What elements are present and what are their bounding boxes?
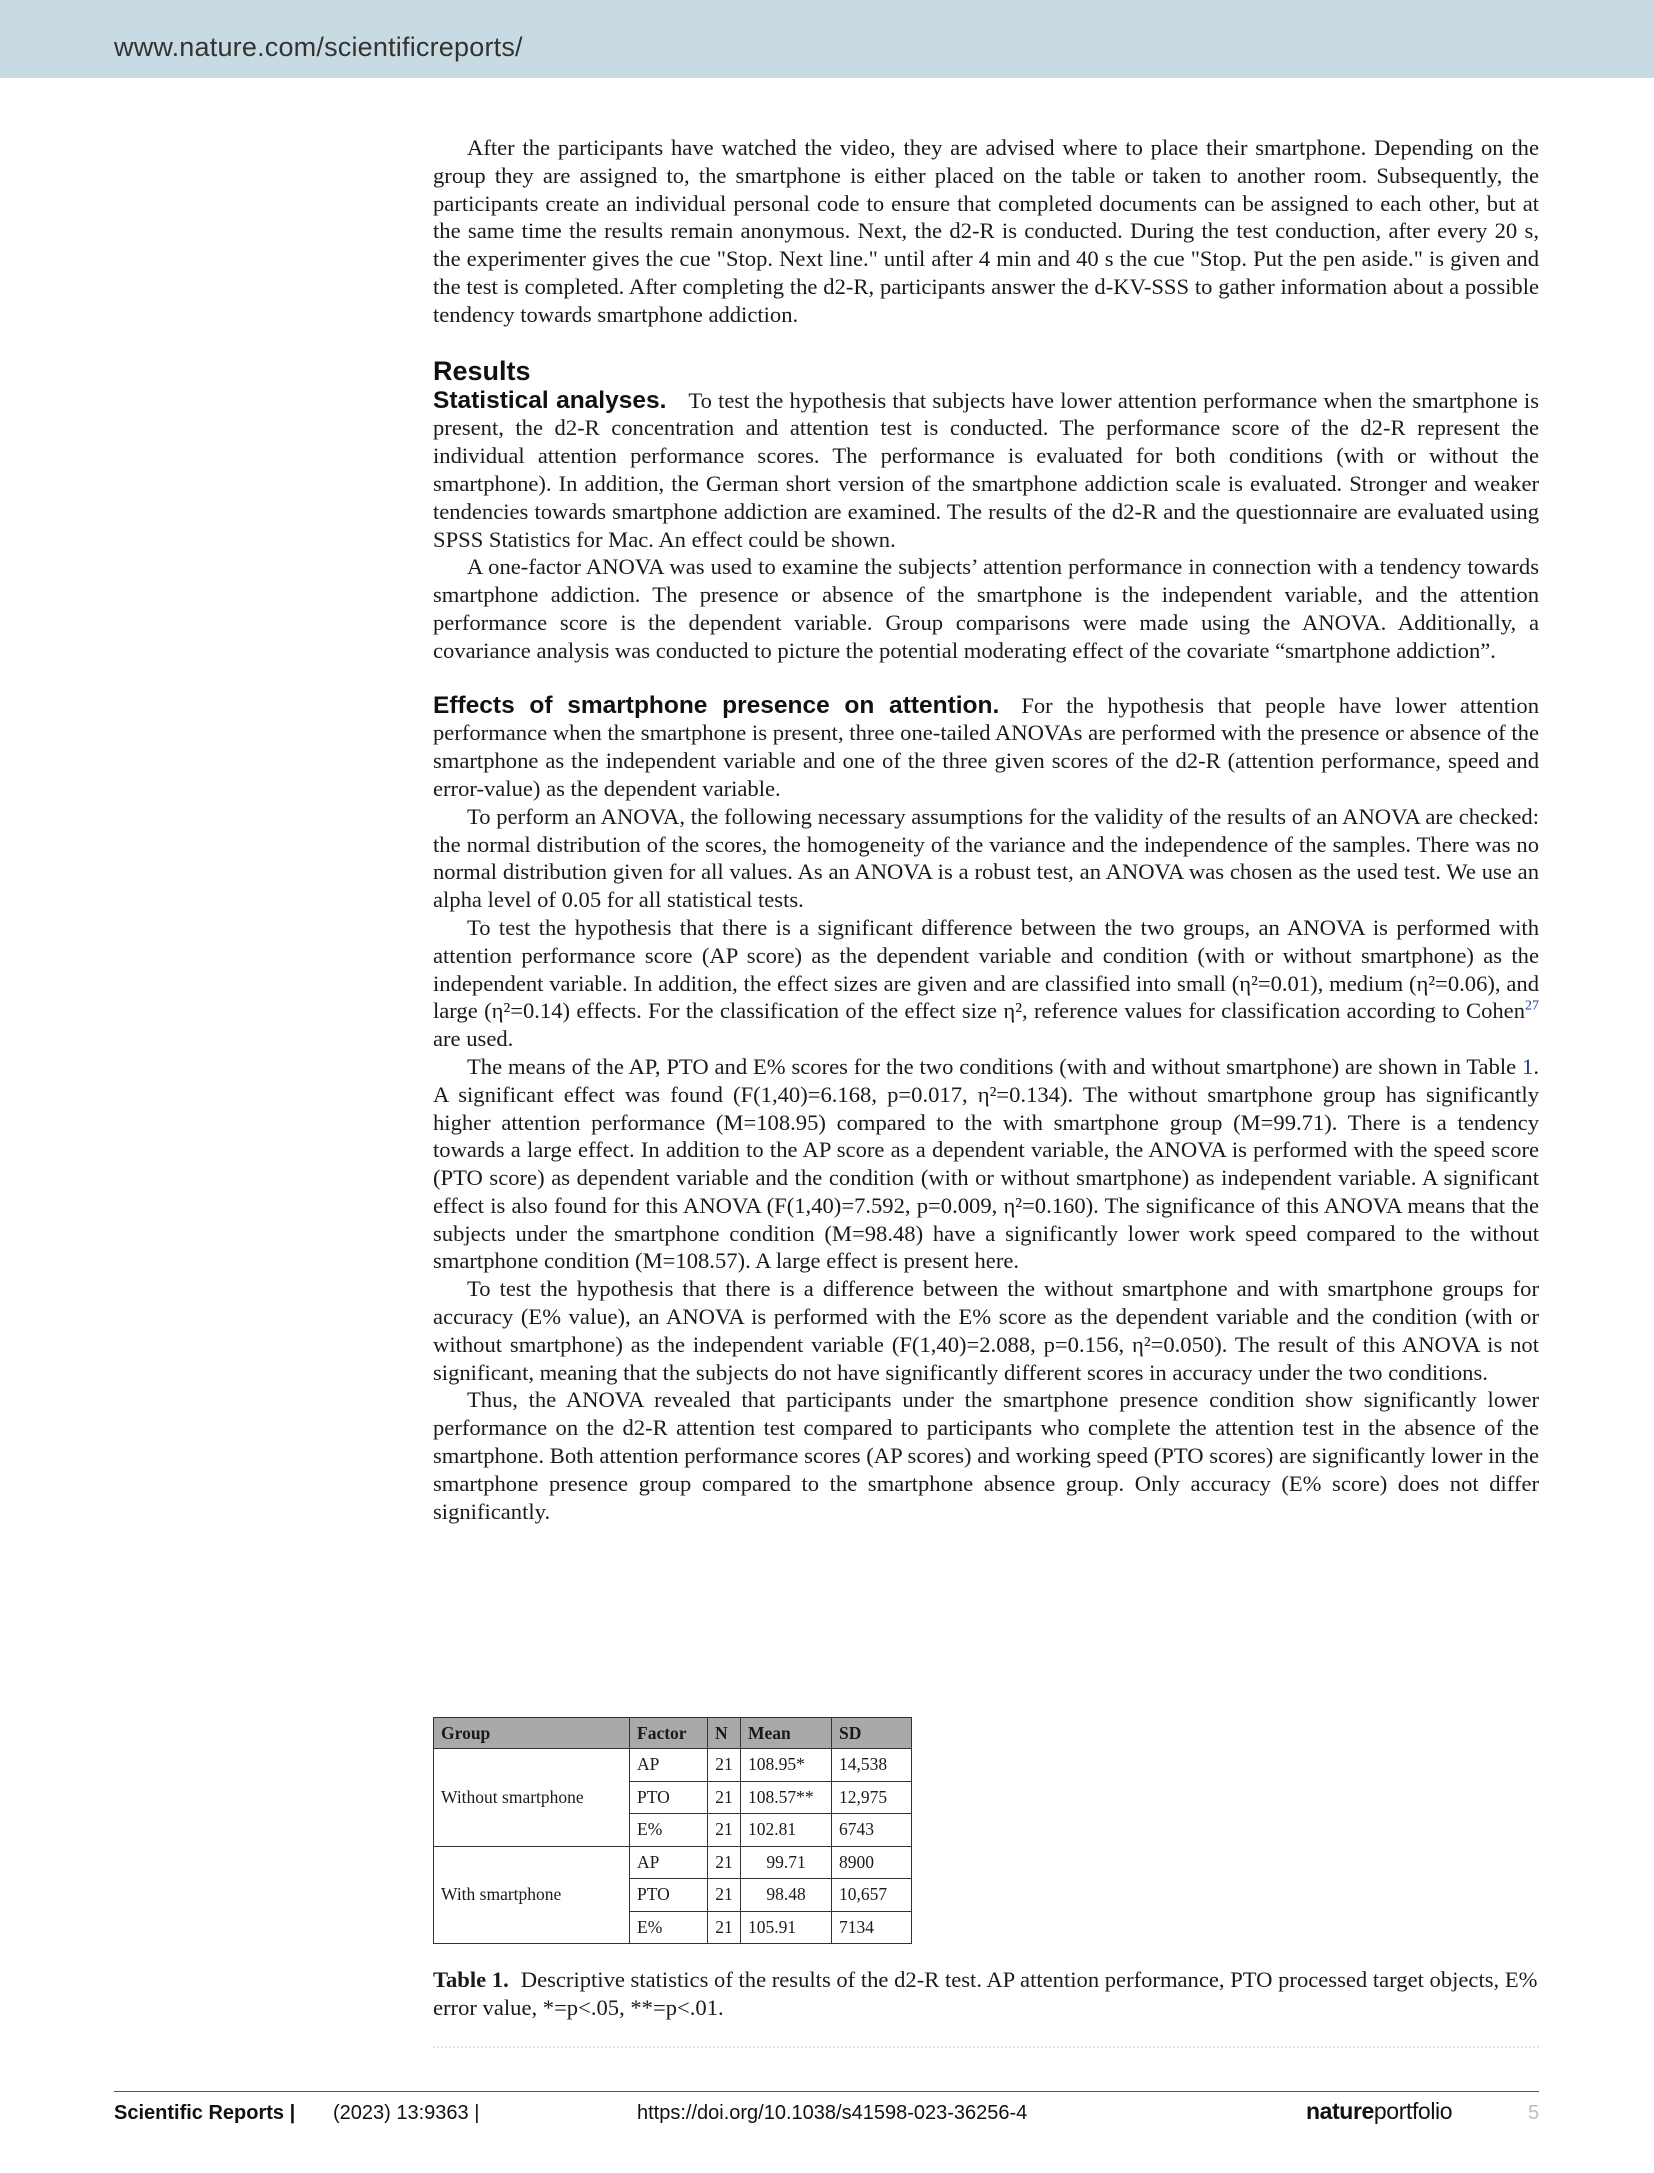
article-body — [433, 134, 1539, 1525]
footer-doi-link[interactable]: https://doi.org/10.1038/s41598-023-36256-4 — [637, 2102, 1028, 2124]
mean-cell: 99.71 — [741, 1846, 832, 1879]
n-cell: 21 — [708, 1749, 741, 1782]
n-cell: 21 — [708, 1781, 741, 1814]
header-group: Group — [434, 1718, 630, 1749]
header-factor: Factor — [630, 1718, 708, 1749]
sd-cell: 7134 — [832, 1911, 912, 1944]
table-caption-text: Descriptive statistics of the results of the d2-R test. AP attention performance, PTO processed target objects, E% error value, *=p<.05, **=p<.01. — [433, 1967, 1538, 2020]
n-cell: 21 — [708, 1879, 741, 1912]
effects-paragraph-6: Thus, the ANOVA revealed that participants under the smartphone presence condition show significantly lower performance on the d2-R attention test compared to participants who complete the attention test in the absence of the smartphone. Both attention performance scores (AP scores) and working speed (PTO scores) are significantly lower in the smartphone presence group compared to the smartphone absence group. Only accuracy (E% score) does not differ significantly. — [433, 1387, 1539, 1524]
statistical-analyses-heading: Statistical analyses. — [433, 386, 667, 414]
sd-cell: 6743 — [832, 1814, 912, 1847]
sd-cell: 10,657 — [832, 1879, 912, 1912]
effects-text-1: For the hypothesis that people have lower attention performance when the smartphone is present, three one-tailed ANOVAs are performed with the presence or absence of the smartphone as the independent variable and one of the three given scores of the d2-R (attention performance, speed and error-value) as the dependent variable. — [433, 692, 1539, 801]
table-1-link[interactable]: 1 — [1522, 1053, 1534, 1079]
factor-cell: AP — [630, 1846, 708, 1879]
mean-cell: 98.48 — [741, 1879, 832, 1912]
statistical-analyses-text: To test the hypothesis that subjects have lower attention performance when the smartphone is present, the d2-R concentration and attention test is conducted. The performance score of the d2-R represent the individual attention performance scores. The performance is evaluated for both conditions (with or without the smartphone). In addition, the German short version of the smartphone addiction scale is evaluated. Stronger and weaker tendencies towards smartphone addiction are examined. The results of the d2-R and the questionnaire are evaluated using SPSS Statistics for Mac. An effect could be shown. — [433, 387, 1539, 552]
logo-text-portfolio: portfolio — [1373, 2098, 1453, 2124]
page-number: 5 — [1528, 2102, 1540, 2124]
header-mean: Mean — [741, 1718, 832, 1749]
footer-rule — [114, 2091, 1539, 2092]
effects-paragraph-3 — [433, 914, 1539, 1053]
table-caption-label: Table 1. — [433, 1967, 509, 1992]
table-caption — [433, 1966, 1539, 2022]
factor-cell: E% — [630, 1814, 708, 1847]
site-header-bar — [0, 0, 1654, 78]
n-cell: 21 — [708, 1911, 741, 1944]
sd-cell: 14,538 — [832, 1749, 912, 1782]
factor-cell: E% — [630, 1911, 708, 1944]
footer-volume: (2023) 13:9363 | — [333, 2102, 480, 2124]
effects-paragraph-4 — [433, 1053, 1539, 1275]
results-heading: Results — [433, 355, 531, 386]
mean-cell: 108.95* — [741, 1749, 832, 1782]
descriptive-statistics-table — [433, 1717, 912, 1944]
site-url[interactable]: www.nature.com/scientificreports/ — [114, 32, 523, 62]
factor-cell: PTO — [630, 1879, 708, 1912]
header-sd: SD — [832, 1718, 912, 1749]
effects-paragraph-1 — [433, 692, 1539, 803]
mean-cell: 102.81 — [741, 1814, 832, 1847]
table-row — [434, 1749, 912, 1782]
descriptive-statistics-table-wrap — [433, 1717, 912, 1944]
table-row — [434, 1846, 912, 1879]
effects-paragraph-5: To test the hypothesis that there is a difference between the without smartphone and with smartphone groups for accuracy (E% value), an ANOVA is performed with the E% score as the dependent variable and the condition (with or without smartphone) as the independent variable (F(1,40)=2.088, p=0.156, η²=0.050). The result of this ANOVA is not significant, meaning that the subjects do not have significantly different scores in accuracy under the two conditions. — [433, 1276, 1539, 1385]
anova-method-paragraph: A one-factor ANOVA was used to examine the subjects’ attention performance in connection with a tendency towards smartphone addiction. The presence or absence of the smartphone is the independent variable, and the attention performance score is the dependent variable. Group comparisons were made using the ANOVA. Additionally, a covariance analysis was conducted to picture the potential moderating effect of the covariate “smartphone addiction”. — [433, 554, 1539, 663]
mean-cell: 105.91 — [741, 1911, 832, 1944]
factor-cell: AP — [630, 1749, 708, 1782]
nature-portfolio-logo — [1306, 2098, 1452, 2125]
effects-text-4b: . A significant effect was found (F(1,40)=6.168, p=0.017, η²=0.134). The without smartphone group has significantly higher attention performance (M=108.95) compared to the with smartphone group (M=99.71). There is a tendency towards a large effect. In addition to the AP score as a dependent variable, the ANOVA is performed with the speed score (PTO score) as dependent variable and the condition (with or without smartphone) as independent variable. A significant effect is also found for this ANOVA (F(1,40)=7.592, p=0.009, η²=0.160). The significance of this ANOVA means that the subjects under the smartphone condition (M=98.48) have a significantly lower work speed compared to the without smartphone condition (M=108.57). A large effect is present here. — [433, 1053, 1539, 1274]
factor-cell: PTO — [630, 1781, 708, 1814]
mean-cell: 108.57** — [741, 1781, 832, 1814]
n-cell: 21 — [708, 1846, 741, 1879]
table-end-divider — [433, 2046, 1539, 2048]
effects-text-3a: To test the hypothesis that there is a significant difference between the two groups, an ANOVA is performed with attention performance score (AP score) as the dependent variable and condition (with or without smartphone) as the independent variable. In addition, the effect sizes are given and are classified into small (η²=0.01), medium (η²=0.06), and large (η²=0.14) effects. For the classification of the effect size η², reference values for classification according to Cohen — [433, 914, 1539, 1024]
effects-text-3b: are used. — [433, 1026, 514, 1052]
header-n: N — [708, 1718, 741, 1749]
effects-text-4a: The means of the AP, PTO and E% scores for the two conditions (with and without smartphone) are shown in Table — [467, 1053, 1523, 1079]
group-cell: With smartphone — [434, 1846, 630, 1944]
statistical-analyses-paragraph — [433, 387, 1539, 554]
n-cell: 21 — [708, 1814, 741, 1847]
group-cell: Without smartphone — [434, 1749, 630, 1847]
reference-link-27[interactable]: 27 — [1525, 998, 1539, 1014]
effects-heading: Effects of smartphone presence on attention. — [433, 691, 1000, 719]
table-header-row — [434, 1718, 912, 1749]
sd-cell: 12,975 — [832, 1781, 912, 1814]
effects-paragraph-2: To perform an ANOVA, the following necessary assumptions for the validity of the results of an ANOVA are checked: the normal distribution of the scores, the homogeneity of the variance and the independence of the samples. There was no normal distribution given for all values. As an ANOVA is a robust test, an ANOVA was chosen as the used test. We use an alpha level of 0.05 for all statistical tests. — [433, 803, 1539, 913]
footer-journal: Scientific Reports | — [114, 2102, 296, 2124]
intro-paragraph: After the participants have watched the video, they are advised where to place their smartphone. Depending on the group they are assigned to, the smartphone is either placed on the table or taken to another room. Subsequently, the participants create an individual personal code to ensure that completed documents can be assigned to each other, but at the same time the results remain anonymous. Next, the d2-R is conducted. During the test conduction, after every 20 s, the experimenter gives the cue "Stop. Next line." until after 4 min and 40 s the cue "Stop. Put the pen aside." is given and the test is completed. After completing the d2-R, participants answer the d-KV-SSS to gather information about a possible tendency towards smartphone addiction. — [433, 135, 1539, 327]
sd-cell: 8900 — [832, 1846, 912, 1879]
logo-text-nature: nature — [1306, 2098, 1374, 2124]
